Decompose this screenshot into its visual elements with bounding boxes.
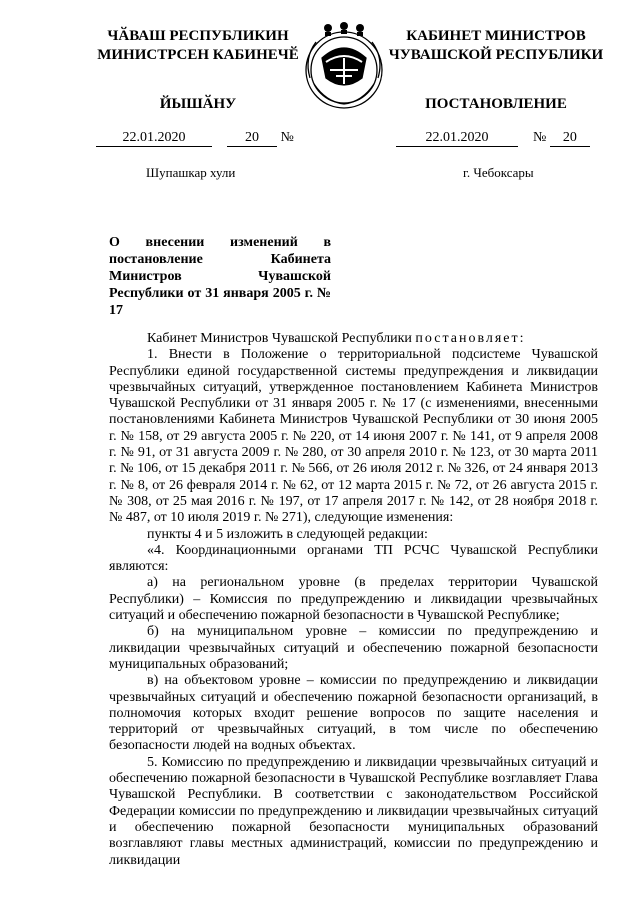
right-number: 20 [550,130,590,147]
paragraph: 5. Комиссию по предупреждению и ликвидации чрезвычайных ситуаций и обеспечению пожарной безопасности в Чувашской Республике возглавляет Глава Чувашской Республики. В соответствии с законодательством Российской Федерации комиссии по предупреждению и ликвидации чрезвычайных ситуаций и обеспечению пожарной безопасности муниципальных образований возглавляют главы местных администраций, комиссии по предупреждению и ликвидации [109,754,598,868]
right-org-line2: ЧУВАШСКОЙ РЕСПУБЛИКИ [388,47,604,63]
left-org-line1: ЧӐВАШ РЕСПУБЛИКИН [107,28,289,44]
right-org-line1: КАБИНЕТ МИНИСТРОВ [406,28,586,44]
document-body [109,331,598,869]
left-number: 20 [227,130,277,147]
right-date-row [396,130,590,147]
left-date: 22.01.2020 [96,130,212,147]
paragraph: «4. Координационными органами ТП РСЧС Чувашской Республики являются: [109,542,598,575]
right-number-sign: № [533,130,547,145]
paragraph: б) на муниципальном уровне – комиссии по предупреждению и ликвидации чрезвычайных ситуаций и обеспечению пожарной безопасности муниципальных образований; [109,624,598,672]
left-date-row [96,130,294,147]
paragraph: в) на объектовом уровне – комиссии по предупреждению и ликвидации чрезвычайных ситуаций и обеспечению пожарной безопасности организаций, в полномочия которых входит решение вопросов по защите населения и территорий от чрезвычайных ситуаций, в том числе по обеспечению безопасности людей на водных объектах. [109,673,598,754]
preamble-verb: постановляет: [415,331,526,346]
left-number-sign: № [280,130,294,145]
right-date: 22.01.2020 [396,130,518,147]
right-doc-type: ПОСТАНОВЛЕНИЕ [425,96,567,112]
header-right-org [388,27,604,65]
paragraph: а) на региональном уровне (в пределах территории Чувашской Республики) – Комиссия по предупреждению и ликвидации чрезвычайных ситуаций и обеспечению пожарной безопасности в Чувашской Республике; [109,575,598,624]
paragraph: 1. Внести в Положение о территориальной подсистеме Чувашской Республики единой государственной системы предупреждения и ликвидации чрезвычайных ситуаций, утвержденное постановлением Кабинета Министров Чувашской Республики от 31 января 2005 г. № 17 (с изменениями, внесенными постановлениями Кабинета Министров Чувашской Республики от 30 июня 2005 г. № 158, от 29 августа 2005 г. № 220, от 14 июня 2007 г. № 141, от 9 апреля 2008 г. № 91, от 31 августа 2009 г. № 280, от 30 апреля 2010 г. № 123, от 30 марта 2011 г. № 106, от 15 декабря 2011 г. № 566, от 26 июля 2012 г. № 326, от 24 января 2013 г. № 8, от 26 февраля 2014 г. № 62, от 12 марта 2015 г. № 72, от 26 августа 2015 г. № 308, от 25 мая 2016 г. № 197, от 17 апреля 2017 г. № 142, от 28 ноября 2018 г. № 487, от 10 июля 2019 г. № 271), следующие изменения: [109,347,598,526]
paragraph: пункты 4 и 5 изложить в следующей редакции: [147,526,428,542]
left-doc-type: ЙЫШӐНУ [159,96,237,112]
preamble-start: Кабинет Министров Чувашской Республики [147,331,412,346]
coat-of-arms-emblem [296,18,392,114]
left-place: Шупашкар хули [146,165,236,180]
right-place: г. Чебоксары [463,165,534,180]
left-org-line2: МИНИСТРСЕН КАБИНЕЧӖ [97,47,299,63]
document-title: О внесении изменений в постановление Кабинета Министров Чувашской Республики от 31 января 2005 г. № 17 [109,235,331,318]
preamble [109,331,598,347]
header-left-org [96,27,300,65]
